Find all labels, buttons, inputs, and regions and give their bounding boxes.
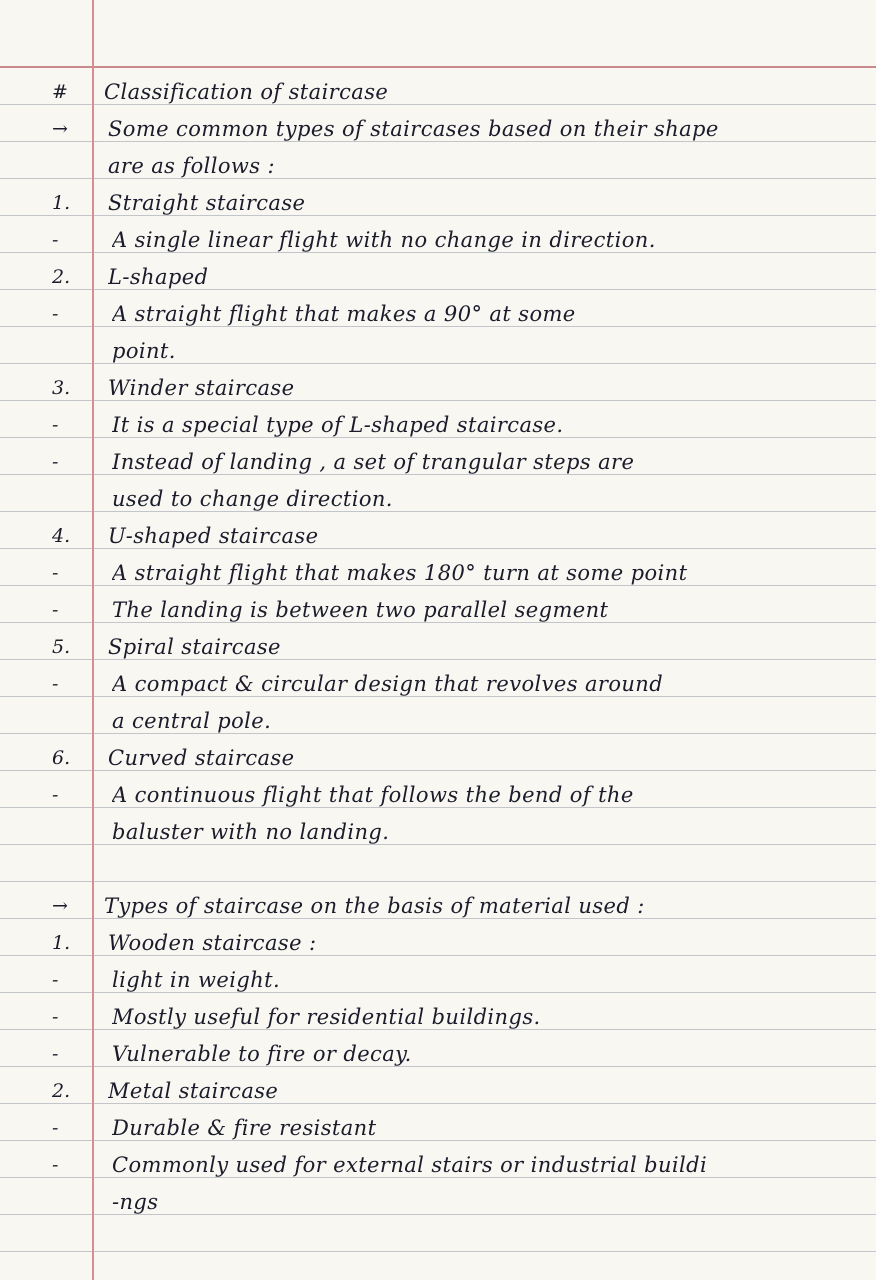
- dash-bullet: -: [52, 1043, 59, 1065]
- list-item-title: Winder staircase: [108, 376, 295, 400]
- note-text: Some common types of staircases based on their shape: [108, 117, 719, 141]
- list-detail: [0, 592, 876, 629]
- list-detail: [0, 1147, 876, 1184]
- detail-text: A straight flight that makes 180° turn at some point: [112, 561, 688, 585]
- list-number: 2.: [52, 1080, 71, 1102]
- list-item-title: Straight staircase: [108, 191, 306, 215]
- list-item-title: Curved staircase: [108, 746, 295, 770]
- list-number: 1.: [52, 192, 71, 214]
- dash-bullet: -: [52, 562, 59, 584]
- dash-bullet: -: [52, 229, 59, 251]
- detail-text: It is a special type of L-shaped staircase.: [112, 413, 564, 437]
- detail-text: A continuous flight that follows the bend of the: [112, 783, 634, 807]
- list-detail: [0, 814, 876, 851]
- list-detail: [0, 1184, 876, 1221]
- top-border-line: [0, 66, 876, 68]
- list-detail: [0, 444, 876, 481]
- list-item-title: Metal staircase: [108, 1079, 279, 1103]
- ruled-line: [0, 1251, 876, 1252]
- note-text: are as follows :: [108, 154, 276, 178]
- page-title: Classification of staircase: [104, 80, 389, 104]
- dash-bullet: -: [52, 1154, 59, 1176]
- dash-bullet: -: [52, 451, 59, 473]
- detail-text: Durable & fire resistant: [112, 1116, 377, 1140]
- dash-bullet: -: [52, 784, 59, 806]
- list-number: 2.: [52, 266, 71, 288]
- detail-text: light in weight.: [112, 968, 281, 992]
- arrow-icon: →: [52, 895, 68, 917]
- section-heading: Types of staircase on the basis of material used :: [104, 894, 645, 918]
- dash-bullet: -: [52, 673, 59, 695]
- detail-text: A single linear flight with no change in direction.: [112, 228, 656, 252]
- detail-text: The landing is between two parallel segment: [112, 598, 609, 622]
- list-item: [0, 370, 876, 407]
- detail-text: Instead of landing , a set of trangular steps are: [112, 450, 635, 474]
- list-detail: [0, 1110, 876, 1147]
- note-row: [0, 148, 876, 185]
- dash-bullet: -: [52, 1117, 59, 1139]
- detail-text: baluster with no landing.: [112, 820, 390, 844]
- list-number: 4.: [52, 525, 71, 547]
- detail-text: Commonly used for external stairs or industrial buildi: [112, 1153, 708, 1177]
- row-marker: #: [52, 81, 68, 103]
- list-item: [0, 518, 876, 555]
- section-heading-row: [0, 888, 876, 925]
- list-number: 1.: [52, 932, 71, 954]
- list-detail: [0, 222, 876, 259]
- arrow-icon: →: [52, 118, 68, 140]
- detail-text: Mostly useful for residential buildings.: [112, 1005, 541, 1029]
- detail-text: A straight flight that makes a 90° at some: [112, 302, 576, 326]
- detail-text: point.: [112, 339, 176, 363]
- list-detail: [0, 296, 876, 333]
- dash-bullet: -: [52, 599, 59, 621]
- list-item-title: L-shaped: [108, 265, 209, 289]
- dash-bullet: -: [52, 969, 59, 991]
- list-detail: [0, 407, 876, 444]
- detail-text: A compact & circular design that revolves around: [112, 672, 664, 696]
- list-number: 5.: [52, 636, 71, 658]
- list-item: [0, 259, 876, 296]
- list-detail: [0, 703, 876, 740]
- note-row-heading: [0, 74, 876, 111]
- detail-text: a central pole.: [112, 709, 272, 733]
- detail-text: Vulnerable to fire or decay.: [112, 1042, 412, 1066]
- list-detail: [0, 999, 876, 1036]
- list-item: [0, 185, 876, 222]
- list-item-title: Wooden staircase :: [108, 931, 317, 955]
- list-detail: [0, 777, 876, 814]
- list-item-title: Spiral staircase: [108, 635, 281, 659]
- list-detail: [0, 1036, 876, 1073]
- blank-row: [0, 851, 876, 888]
- list-item: [0, 925, 876, 962]
- list-detail: [0, 481, 876, 518]
- detail-text: -ngs: [112, 1190, 159, 1214]
- list-detail: [0, 666, 876, 703]
- dash-bullet: -: [52, 414, 59, 436]
- list-detail: [0, 333, 876, 370]
- list-number: 3.: [52, 377, 71, 399]
- list-item-title: U-shaped staircase: [108, 524, 319, 548]
- detail-text: used to change direction.: [112, 487, 393, 511]
- list-detail: [0, 555, 876, 592]
- note-row: [0, 111, 876, 148]
- dash-bullet: -: [52, 1006, 59, 1028]
- list-item: [0, 1073, 876, 1110]
- list-item: [0, 740, 876, 777]
- list-detail: [0, 962, 876, 999]
- list-number: 6.: [52, 747, 71, 769]
- dash-bullet: -: [52, 303, 59, 325]
- list-item: [0, 629, 876, 666]
